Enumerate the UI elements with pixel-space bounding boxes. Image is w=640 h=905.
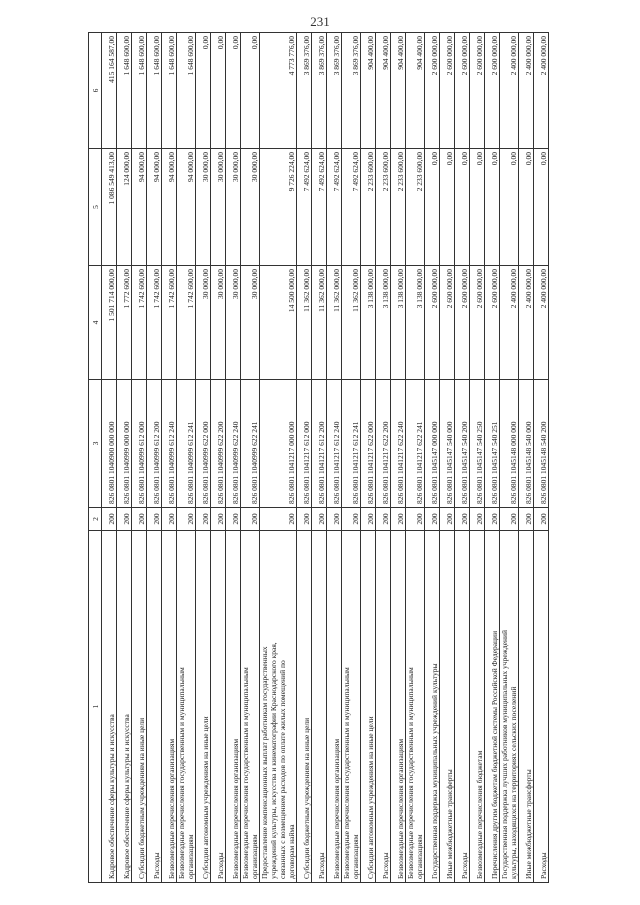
row-name-line: Иные межбюджетные трансферты — [445, 769, 454, 879]
row-remainder-cell: 1 648 600,00 — [177, 33, 196, 149]
table-row — [391, 33, 406, 883]
row-code-cell: 200 — [147, 508, 162, 531]
row-executed-cell: 94 000,00 — [162, 149, 177, 266]
table-body — [102, 33, 549, 883]
row-code-cell: 200 — [425, 508, 440, 531]
row-code-cell: 200 — [260, 508, 297, 531]
row-approved-cell: 11 362 000,00 — [342, 266, 361, 380]
row-approved-cell: 1 742 600,00 — [177, 266, 196, 380]
table-row — [485, 33, 500, 883]
row-code-cell: 200 — [440, 508, 455, 531]
table-row — [455, 33, 470, 883]
row-approved-cell: 1 742 600,00 — [162, 266, 177, 380]
row-approved-cell: 11 362 000,00 — [297, 266, 312, 380]
row-name-line: договорам найма — [287, 824, 296, 879]
row-name-line: Безвозмездные перечисления организациям — [231, 738, 240, 879]
row-name-cell — [485, 531, 500, 883]
row-remainder-cell: 1 648 600,00 — [147, 33, 162, 149]
row-code-cell: 200 — [485, 508, 500, 531]
row-name-line: Государственная поддержка муниципальных учреждений культуры — [430, 663, 439, 879]
row-remainder-cell: 904 400,00 — [406, 33, 425, 149]
row-name-line: Безвозмездные перечисления государственным и муниципальным — [241, 667, 250, 879]
row-code-cell: 200 — [534, 508, 549, 531]
table-row — [211, 33, 226, 883]
row-kbk-cell: 826 0801 1040999 612 200 — [147, 380, 162, 508]
row-executed-cell: 0,00 — [485, 149, 500, 266]
row-approved-cell: 3 138 000,00 — [361, 266, 376, 380]
row-approved-cell: 3 138 000,00 — [406, 266, 425, 380]
table-row — [361, 33, 376, 883]
row-name-cell — [440, 531, 455, 883]
row-remainder-cell: 2 600 000,00 — [470, 33, 485, 149]
row-name-line: Расходы — [216, 852, 225, 879]
row-executed-cell: 94 000,00 — [177, 149, 196, 266]
row-approved-cell: 2 600 000,00 — [425, 266, 440, 380]
row-name-line: Безвозмездные перечисления бюджетам — [475, 750, 484, 879]
row-executed-cell: 7 492 624,00 — [297, 149, 312, 266]
row-name-line: Безвозмездные перечисления организациям — [396, 738, 405, 879]
row-executed-cell: 2 233 600,00 — [406, 149, 425, 266]
header-cell-1: 1 — [89, 531, 102, 883]
row-kbk-cell: 826 0801 1045147 540 251 — [485, 380, 500, 508]
table-row — [376, 33, 391, 883]
row-name-cell — [117, 531, 132, 883]
row-name-cell — [361, 531, 376, 883]
table-row — [196, 33, 211, 883]
row-remainder-cell: 3 869 376,00 — [342, 33, 361, 149]
row-executed-cell: 30 000,00 — [226, 149, 241, 266]
row-approved-cell: 2 600 000,00 — [485, 266, 500, 380]
row-kbk-cell: 826 0801 1040999 000 000 — [117, 380, 132, 508]
row-code-cell: 200 — [376, 508, 391, 531]
row-approved-cell: 2 600 000,00 — [470, 266, 485, 380]
row-name-line: культуры, находящихся на территориях сельских поселений — [509, 686, 518, 879]
row-kbk-cell: 826 0801 1040900 000 000 — [102, 380, 117, 508]
header-cell-4: 4 — [89, 266, 102, 380]
row-approved-cell: 14 500 000,00 — [260, 266, 297, 380]
row-executed-cell: 7 492 624,00 — [327, 149, 342, 266]
row-remainder-cell: 1 648 600,00 — [117, 33, 132, 149]
row-approved-cell: 3 138 000,00 — [376, 266, 391, 380]
row-approved-cell: 3 138 000,00 — [391, 266, 406, 380]
row-kbk-cell: 826 0801 1041217 000 000 — [260, 380, 297, 508]
row-executed-cell: 94 000,00 — [147, 149, 162, 266]
row-name-cell — [241, 531, 260, 883]
row-approved-cell: 11 362 000,00 — [327, 266, 342, 380]
row-remainder-cell: 1 648 600,00 — [132, 33, 147, 149]
row-name-line: Расходы — [381, 852, 390, 879]
row-code-cell: 200 — [226, 508, 241, 531]
row-kbk-cell: 826 0801 1041217 622 241 — [406, 380, 425, 508]
row-name-line: Расходы — [317, 852, 326, 879]
row-code-cell: 200 — [312, 508, 327, 531]
row-approved-cell: 2 400 000,00 — [500, 266, 519, 380]
row-name-line: Кадровое обеспечение сферы культуры и искусства — [122, 714, 131, 879]
row-approved-cell: 1 501 714 000,00 — [102, 266, 117, 380]
row-name-line: Безвозмездные перечисления государственным и муниципальным — [406, 667, 415, 879]
table-row — [534, 33, 549, 883]
row-approved-cell: 2 600 000,00 — [455, 266, 470, 380]
row-remainder-cell: 2 400 000,00 — [534, 33, 549, 149]
row-kbk-cell: 826 0801 1041217 612 200 — [312, 380, 327, 508]
table-row — [406, 33, 425, 883]
row-name-line: Иные межбюджетные трансферты — [524, 769, 533, 879]
row-name-cell — [147, 531, 162, 883]
row-kbk-cell: 826 0801 1041217 622 000 — [361, 380, 376, 508]
row-approved-cell: 1 772 600,00 — [117, 266, 132, 380]
row-kbk-cell: 826 0801 1040999 622 200 — [211, 380, 226, 508]
row-approved-cell: 30 000,00 — [241, 266, 260, 380]
row-executed-cell: 9 726 224,00 — [260, 149, 297, 266]
row-name-line: Расходы — [460, 852, 469, 879]
row-executed-cell: 30 000,00 — [211, 149, 226, 266]
row-executed-cell: 0,00 — [455, 149, 470, 266]
row-name-line: Безвозмездные перечисления государственным и муниципальным — [342, 667, 351, 879]
row-name-line: Безвозмездные перечисления организациям — [167, 738, 176, 879]
row-name-cell — [162, 531, 177, 883]
row-name-line: Расходы — [152, 852, 161, 879]
row-executed-cell: 7 492 624,00 — [312, 149, 327, 266]
row-approved-cell: 30 000,00 — [226, 266, 241, 380]
header-row — [89, 33, 102, 883]
row-remainder-cell: 1 648 600,00 — [162, 33, 177, 149]
row-code-cell: 200 — [519, 508, 534, 531]
row-name-cell — [406, 531, 425, 883]
row-remainder-cell: 904 400,00 — [376, 33, 391, 149]
row-kbk-cell: 826 0801 1045148 540 200 — [534, 380, 549, 508]
row-remainder-cell: 2 400 000,00 — [500, 33, 519, 149]
table-row — [117, 33, 132, 883]
row-approved-cell: 1 742 600,00 — [132, 266, 147, 380]
row-name-line: Предоставление компенсационных выплат работникам государственных — [260, 646, 269, 879]
table-row — [312, 33, 327, 883]
row-code-cell: 200 — [342, 508, 361, 531]
row-executed-cell: 0,00 — [470, 149, 485, 266]
row-name-cell — [455, 531, 470, 883]
row-executed-cell: 0,00 — [519, 149, 534, 266]
row-kbk-cell: 826 0801 1041217 612 000 — [297, 380, 312, 508]
row-approved-cell: 30 000,00 — [211, 266, 226, 380]
row-kbk-cell: 826 0801 1040999 612 240 — [162, 380, 177, 508]
row-executed-cell: 0,00 — [425, 149, 440, 266]
row-name-line: организациям — [351, 834, 360, 879]
row-kbk-cell: 826 0801 1045148 000 000 — [500, 380, 519, 508]
row-name-line: Субсидии автономным учреждениям на иные цели — [366, 716, 375, 879]
row-name-cell — [327, 531, 342, 883]
row-code-cell: 200 — [361, 508, 376, 531]
row-name-cell — [177, 531, 196, 883]
row-remainder-cell: 2 600 000,00 — [425, 33, 440, 149]
table-row — [297, 33, 312, 883]
row-executed-cell: 124 000,00 — [117, 149, 132, 266]
row-name-line: Субсидии бюджетным учреждениям на иные цели — [302, 717, 311, 879]
row-code-cell: 200 — [391, 508, 406, 531]
row-executed-cell: 2 233 600,00 — [376, 149, 391, 266]
table-row — [519, 33, 534, 883]
table-row — [147, 33, 162, 883]
row-name-cell — [519, 531, 534, 883]
row-executed-cell: 0,00 — [500, 149, 519, 266]
row-remainder-cell: 904 400,00 — [361, 33, 376, 149]
row-name-cell — [391, 531, 406, 883]
row-name-line: организациям — [250, 834, 259, 879]
table-row — [260, 33, 297, 883]
row-name-line: Безвозмездные перечисления организациям — [332, 738, 341, 879]
row-kbk-cell: 826 0801 1041217 612 240 — [327, 380, 342, 508]
table-row — [327, 33, 342, 883]
row-name-cell — [297, 531, 312, 883]
row-kbk-cell: 826 0801 1040999 622 000 — [196, 380, 211, 508]
row-code-cell: 200 — [297, 508, 312, 531]
row-name-line: организациям — [415, 834, 424, 879]
row-name-line: учреждений культуры, искусства и кинематографии Краснодарского края, — [269, 642, 278, 879]
row-remainder-cell: 3 869 376,00 — [312, 33, 327, 149]
row-code-cell: 200 — [117, 508, 132, 531]
row-kbk-cell: 826 0801 1045147 540 250 — [470, 380, 485, 508]
row-remainder-cell: 415 164 587,00 — [102, 33, 117, 149]
row-approved-cell: 2 400 000,00 — [519, 266, 534, 380]
table-row — [500, 33, 519, 883]
header-cell-2: 2 — [89, 508, 102, 531]
page-number: 231 — [310, 14, 330, 29]
row-name-cell — [342, 531, 361, 883]
row-remainder-cell: 0,00 — [196, 33, 211, 149]
row-kbk-cell: 826 0801 1045147 540 200 — [455, 380, 470, 508]
row-name-line: Кадровое обеспечение сферы культуры и искусства — [107, 714, 116, 879]
row-remainder-cell: 0,00 — [211, 33, 226, 149]
row-code-cell: 200 — [327, 508, 342, 531]
table-row — [132, 33, 147, 883]
row-name-cell — [425, 531, 440, 883]
row-code-cell: 200 — [211, 508, 226, 531]
row-kbk-cell: 826 0801 1041217 622 240 — [391, 380, 406, 508]
header-cell-3: 3 — [89, 380, 102, 508]
row-name-cell — [470, 531, 485, 883]
row-name-cell — [312, 531, 327, 883]
row-approved-cell: 11 362 000,00 — [312, 266, 327, 380]
row-name-line: организациям — [186, 834, 195, 879]
row-remainder-cell: 2 600 000,00 — [440, 33, 455, 149]
row-name-line: Расходы — [539, 852, 548, 879]
row-remainder-cell: 0,00 — [226, 33, 241, 149]
row-code-cell: 200 — [406, 508, 425, 531]
row-approved-cell: 1 742 600,00 — [147, 266, 162, 380]
row-approved-cell: 2 600 000,00 — [440, 266, 455, 380]
header-cell-5: 5 — [89, 149, 102, 266]
row-remainder-cell: 3 869 376,00 — [327, 33, 342, 149]
row-code-cell: 200 — [132, 508, 147, 531]
row-name-cell — [196, 531, 211, 883]
row-approved-cell: 2 400 000,00 — [534, 266, 549, 380]
row-name-cell — [500, 531, 519, 883]
row-executed-cell: 2 233 600,00 — [361, 149, 376, 266]
row-code-cell: 200 — [102, 508, 117, 531]
row-name-cell — [226, 531, 241, 883]
row-code-cell: 200 — [470, 508, 485, 531]
row-remainder-cell: 2 600 000,00 — [485, 33, 500, 149]
row-code-cell: 200 — [196, 508, 211, 531]
row-executed-cell: 7 492 624,00 — [342, 149, 361, 266]
row-code-cell: 200 — [455, 508, 470, 531]
row-code-cell: 200 — [177, 508, 196, 531]
budget-table — [88, 32, 549, 883]
row-name-cell — [102, 531, 117, 883]
row-remainder-cell: 0,00 — [241, 33, 260, 149]
table-row — [470, 33, 485, 883]
row-name-line: Субсидии автономным учреждениям на иные цели — [201, 716, 210, 879]
row-kbk-cell: 826 0801 1040999 612 000 — [132, 380, 147, 508]
row-kbk-cell: 826 0801 1041217 612 241 — [342, 380, 361, 508]
row-kbk-cell: 826 0801 1045147 540 000 — [440, 380, 455, 508]
table-row — [241, 33, 260, 883]
row-code-cell: 200 — [162, 508, 177, 531]
row-kbk-cell: 826 0801 1040999 622 240 — [226, 380, 241, 508]
row-name-cell — [211, 531, 226, 883]
row-name-line: Безвозмездные перечисления государственным и муниципальным — [177, 667, 186, 879]
table-row — [177, 33, 196, 883]
header-cell-6: 6 — [89, 33, 102, 149]
row-name-cell — [132, 531, 147, 883]
row-code-cell: 200 — [500, 508, 519, 531]
row-remainder-cell: 4 773 776,00 — [260, 33, 297, 149]
row-approved-cell: 30 000,00 — [196, 266, 211, 380]
row-kbk-cell: 826 0801 1045147 000 000 — [425, 380, 440, 508]
row-code-cell: 200 — [241, 508, 260, 531]
table-row — [102, 33, 117, 883]
row-kbk-cell: 826 0801 1045148 540 000 — [519, 380, 534, 508]
row-remainder-cell: 2 600 000,00 — [455, 33, 470, 149]
table-row — [162, 33, 177, 883]
row-remainder-cell: 904 400,00 — [391, 33, 406, 149]
row-kbk-cell: 826 0801 1040999 612 241 — [177, 380, 196, 508]
row-remainder-cell: 3 869 376,00 — [297, 33, 312, 149]
row-name-line: Субсидии бюджетным учреждениям на иные цели — [137, 717, 146, 879]
row-name-cell — [376, 531, 391, 883]
row-kbk-cell: 826 0801 1041217 622 200 — [376, 380, 391, 508]
row-name-line: Перечисления другим бюджетам бюджетной системы Российской Федерации — [490, 630, 499, 879]
table-row — [425, 33, 440, 883]
row-name-cell — [260, 531, 297, 883]
table-row — [440, 33, 455, 883]
row-remainder-cell: 2 400 000,00 — [519, 33, 534, 149]
row-executed-cell: 0,00 — [440, 149, 455, 266]
row-executed-cell: 30 000,00 — [241, 149, 260, 266]
row-executed-cell: 30 000,00 — [196, 149, 211, 266]
row-name-line: Государственная поддержка лучших работников муниципальных учреждений — [500, 629, 509, 879]
row-executed-cell: 1 086 549 413,00 — [102, 149, 117, 266]
row-name-cell — [534, 531, 549, 883]
row-executed-cell: 94 000,00 — [132, 149, 147, 266]
rotated-table-container — [88, 33, 608, 883]
row-executed-cell: 2 233 600,00 — [391, 149, 406, 266]
row-kbk-cell: 826 0801 1040999 622 241 — [241, 380, 260, 508]
row-name-line: связанных с возмещением расходов по оплате жилых помещений по — [278, 660, 287, 879]
table-row — [342, 33, 361, 883]
table-row — [226, 33, 241, 883]
row-executed-cell: 0,00 — [534, 149, 549, 266]
